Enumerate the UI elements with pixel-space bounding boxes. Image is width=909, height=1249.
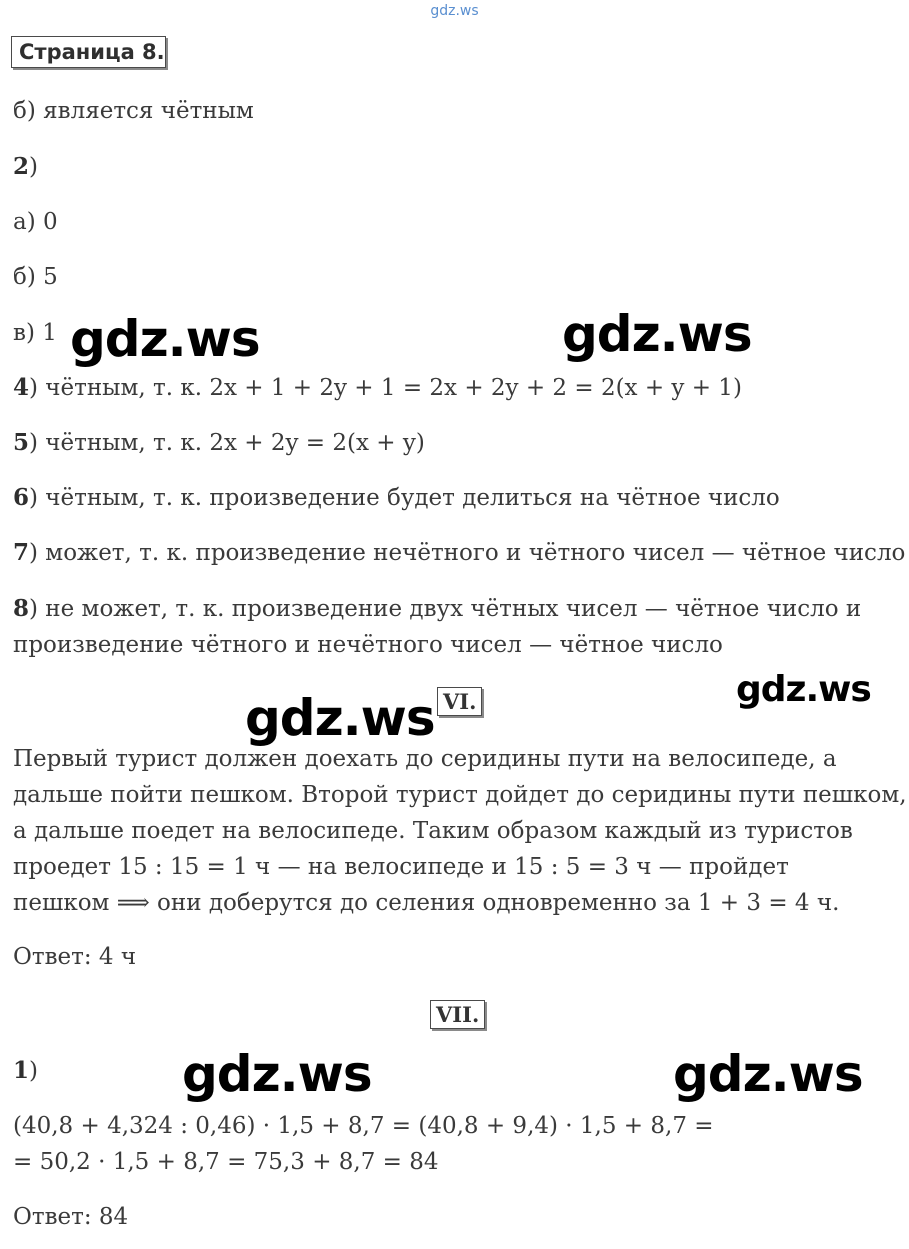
task-text: ) [29, 154, 38, 180]
answer-line-2b: б) 5 [13, 264, 58, 290]
section-vi-paragraph-line: а дальше поедет на велосипеде. Таким образом каждый из туристов [13, 818, 853, 844]
watermark: gdz.ws [673, 1045, 863, 1103]
watermark: gdz.ws [562, 305, 752, 363]
section-vii-item-1 [13, 1053, 38, 1089]
task-4-line [13, 370, 742, 406]
answer-line-1b: б) является чётным [13, 98, 254, 124]
section-vi-paragraph-line: пешком ⟹ они доберутся до селения одновременно за 1 + 3 = 4 ч. [13, 890, 840, 916]
task-text: ) не может, т. к. произведение двух чётных чисел — чётное число и [29, 596, 862, 622]
task-text: ) чётным, т. к. 2x + 2y = 2(x + y) [29, 430, 425, 456]
section-vii-equation-line-1: (40,8 + 4,324 : 0,46) · 1,5 + 8,7 = (40,8 + 9,4) · 1,5 + 8,7 = [13, 1113, 714, 1139]
section-vii-heading: VII. [430, 1000, 485, 1029]
watermark: gdz.ws [245, 689, 435, 747]
task-7-line [13, 535, 905, 571]
task-number: 7 [13, 539, 30, 566]
task-text: ) чётным, т. к. произведение будет делиться на чётное число [29, 485, 780, 511]
section-vi-paragraph-line: Первый турист должен доехать до серидины пути на велосипеде, а [13, 746, 837, 772]
section-vi-paragraph-line: проедет 15 : 15 = 1 ч — на велосипеде и 15 : 5 = 3 ч — пройдет [13, 854, 789, 880]
task-8-line [13, 591, 861, 627]
task-6-line [13, 480, 780, 516]
task-number: 6 [13, 484, 30, 511]
site-watermark-top: gdz.ws [430, 3, 479, 19]
page-title: Страница 8. [11, 36, 166, 68]
task-2-heading [13, 149, 38, 185]
section-vi-answer: Ответ: 4 ч [13, 944, 137, 970]
section-vii-answer: Ответ: 84 [13, 1204, 129, 1230]
task-text: ) чётным, т. к. 2x + 1 + 2y + 1 = 2x + 2y + 2 = 2(x + y + 1) [29, 375, 742, 401]
task-number: 4 [13, 374, 30, 401]
task-8-line-continued: произведение чётного и нечётного чисел — чётное число [13, 632, 723, 658]
task-5-line [13, 425, 425, 461]
answer-line-2c: в) 1 [13, 320, 57, 346]
section-vii-equation-line-2: = 50,2 · 1,5 + 8,7 = 75,3 + 8,7 = 84 [13, 1149, 439, 1175]
watermark: gdz.ws [70, 310, 260, 368]
task-number: 8 [13, 595, 30, 622]
task-text: ) может, т. к. произведение нечётного и чётного чисел — чётное число [29, 540, 906, 566]
task-number: 5 [13, 429, 30, 456]
watermark: gdz.ws [182, 1045, 372, 1103]
task-text: ) [29, 1058, 38, 1084]
section-vi-heading: VI. [437, 687, 482, 716]
task-number: 2 [13, 153, 30, 180]
section-vi-paragraph-line: дальше пойти пешком. Второй турист дойдет до серидины пути пешком, [13, 782, 907, 808]
watermark: gdz.ws [736, 669, 871, 710]
answer-line-2a: а) 0 [13, 209, 58, 235]
task-number: 1 [13, 1057, 30, 1084]
